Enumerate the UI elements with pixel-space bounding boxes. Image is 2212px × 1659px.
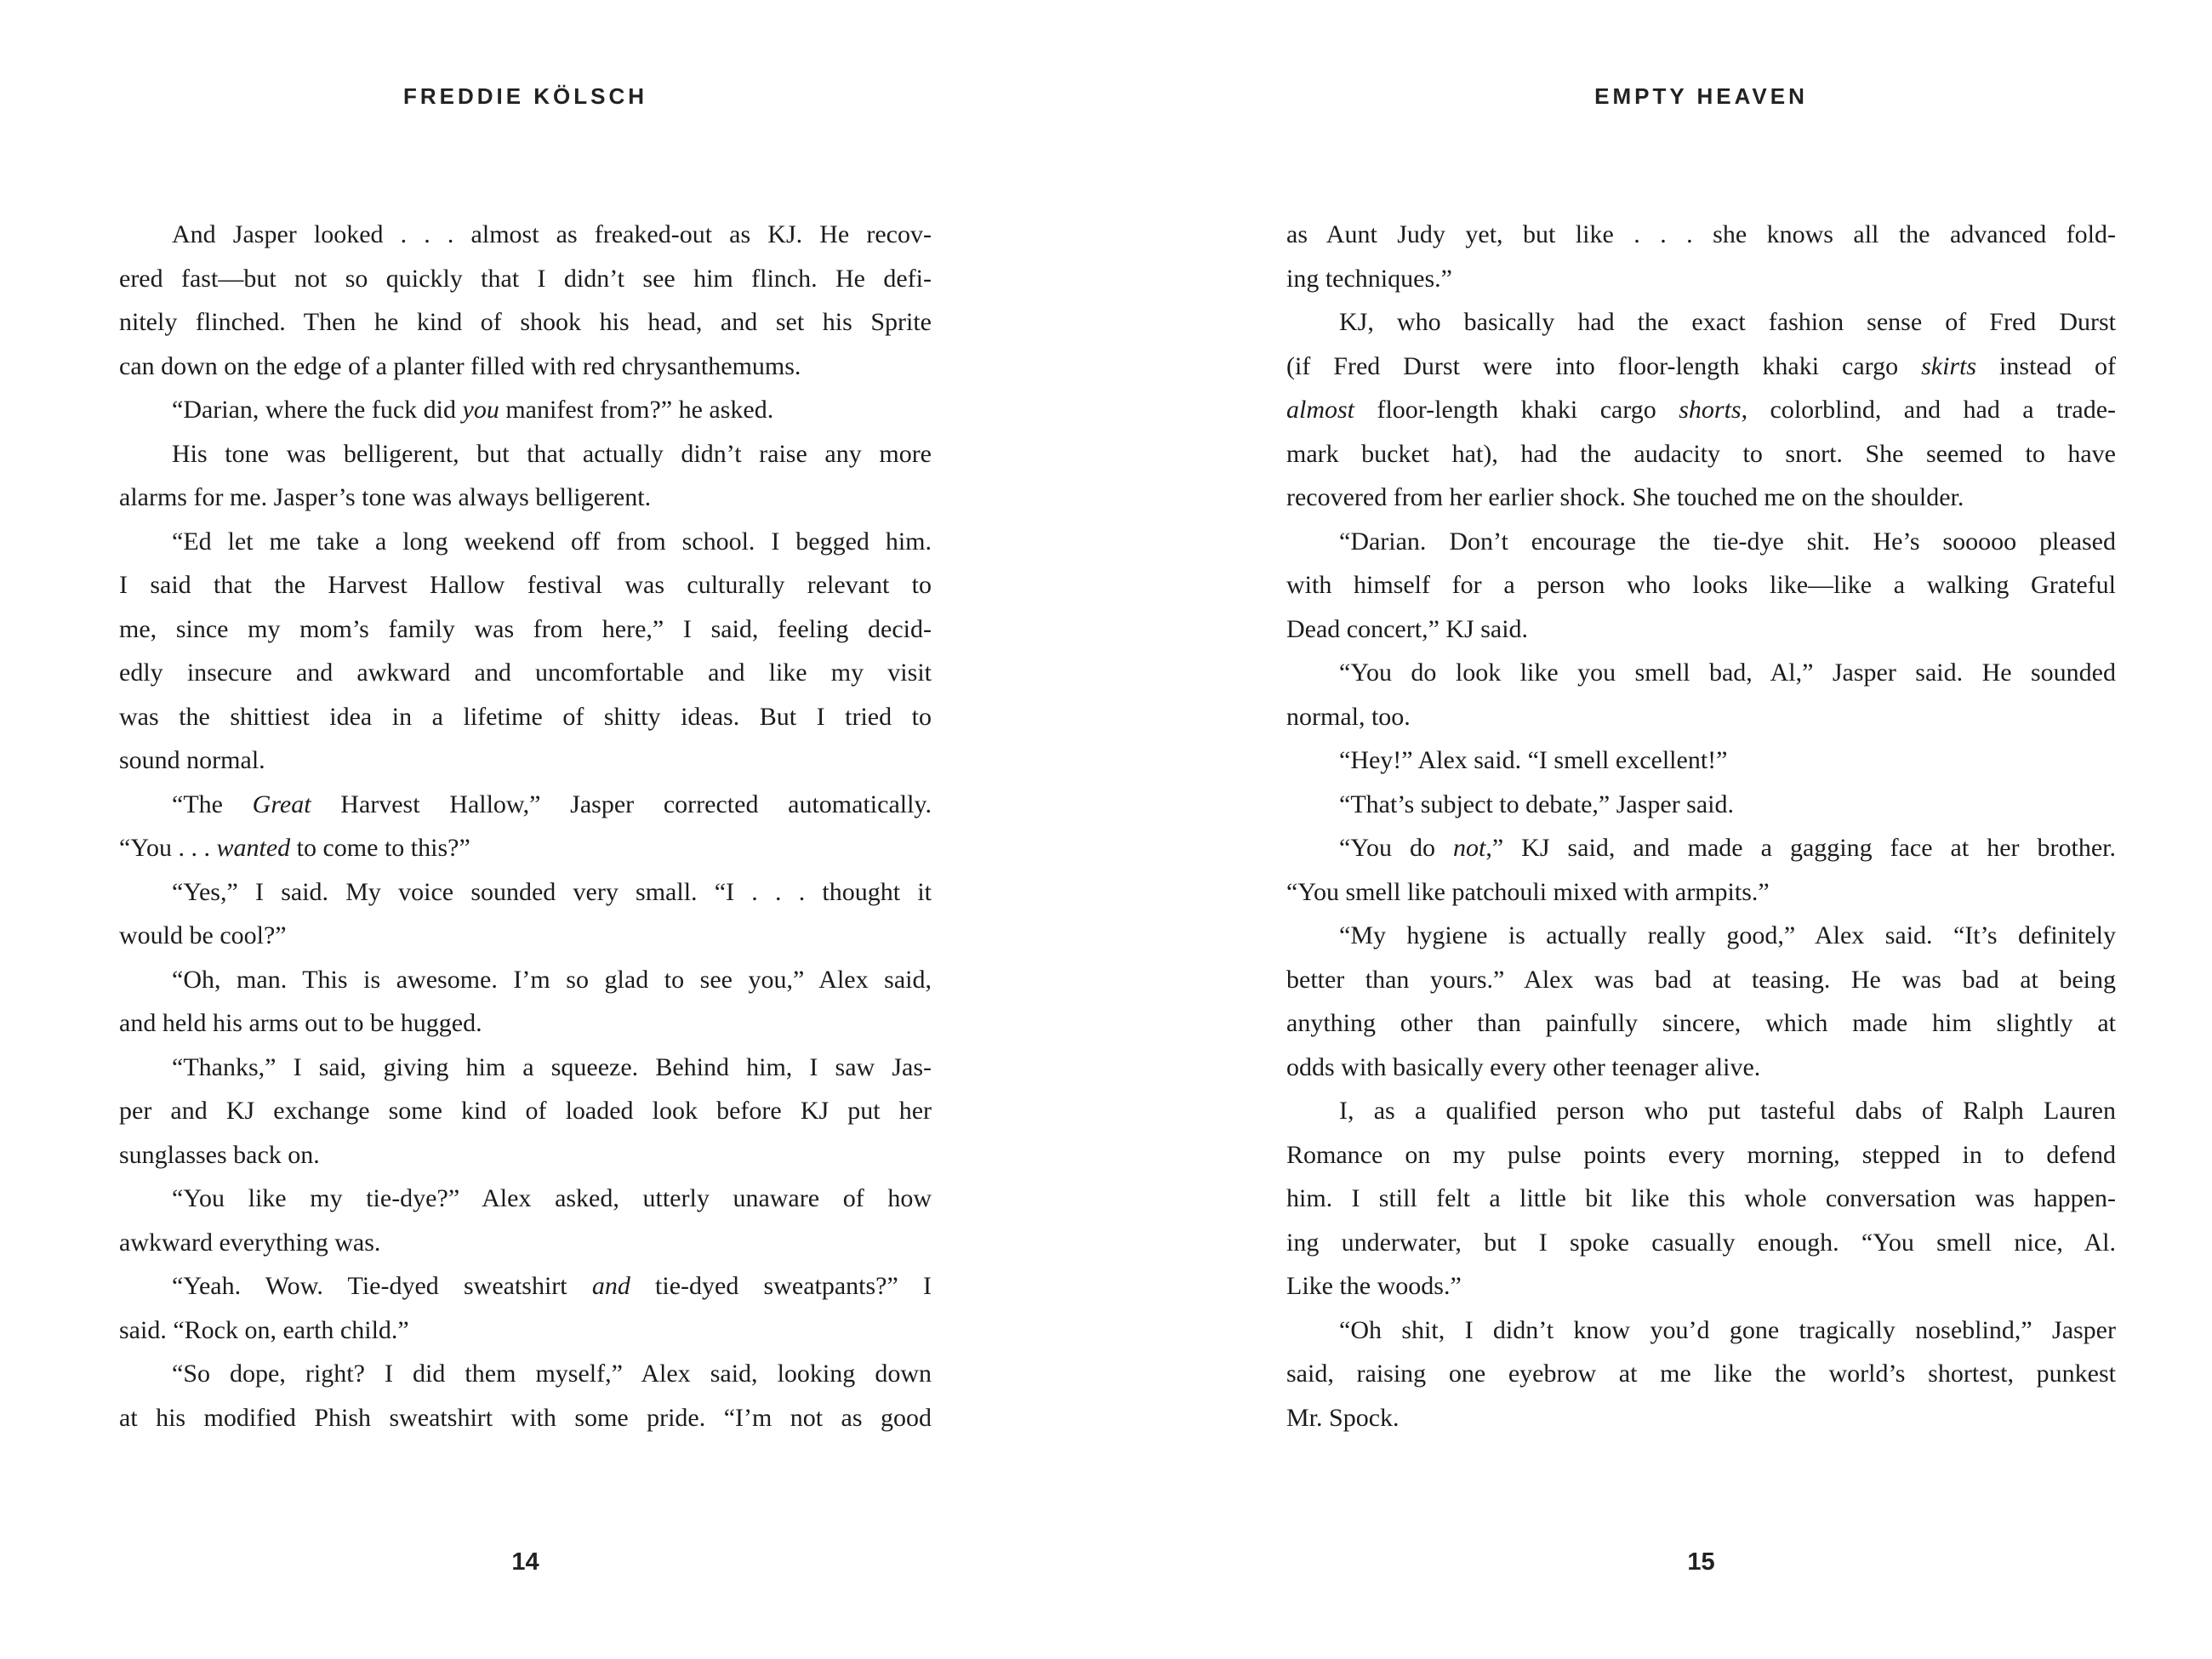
text-line: and held his arms out to be hugged.: [119, 1009, 482, 1037]
text-line: “You like my tie-dye?” Alex asked, utterly unaware of how: [172, 1184, 932, 1212]
paragraph: [1286, 1308, 2116, 1440]
text-line: KJ, who basically had the exact fashion sense of Fred Durst: [1339, 308, 2116, 336]
text-line: was the shittiest idea in a lifetime of shitty ideas. But I tried to: [119, 702, 932, 731]
text-line: with himself for a person who looks like—like a walking Grateful: [1286, 571, 2116, 599]
paragraph: [119, 432, 932, 520]
paragraph: [1286, 914, 2116, 1089]
text-line: “Oh shit, I didn’t know you’d gone tragically noseblind,” Jasper: [1339, 1315, 2116, 1344]
text-line: And Jasper looked . . . almost as freaked-out as KJ. He recov-: [172, 220, 932, 248]
paragraph: [119, 388, 932, 432]
text-line: at his modified Phish sweatshirt with some pride. “I’m not as good: [119, 1403, 932, 1432]
paragraph: [1286, 1089, 2116, 1308]
paragraph: [1286, 826, 2116, 914]
text-line: “You do not,” KJ said, and made a gagging face at her brother.: [1339, 834, 2116, 862]
text-line: me, since my mom’s family was from here,” I said, feeling decid-: [119, 614, 932, 643]
paragraph: [1286, 651, 2116, 738]
paragraph: [1286, 213, 2116, 300]
text-line: “You smell like patchouli mixed with armpits.”: [1286, 877, 1770, 906]
text-line: sunglasses back on.: [119, 1140, 320, 1169]
paragraph: [1286, 520, 2116, 652]
text-line: “The Great Harvest Hallow,” Jasper corrected automatically.: [172, 790, 932, 818]
text-line: nitely flinched. Then he kind of shook his head, and set his Sprite: [119, 308, 932, 336]
paragraph: [119, 870, 932, 958]
left-page-text-column: [119, 213, 932, 1440]
text-line: “You . . . wanted to come to this?”: [119, 834, 470, 862]
text-line: “So dope, right? I did them myself,” Alex said, looking down: [172, 1360, 932, 1388]
text-line: Dead concert,” KJ said.: [1286, 614, 1529, 643]
text-line: recovered from her earlier shock. She touched me on the shoulder.: [1286, 483, 1964, 511]
text-line: “Oh, man. This is awesome. I’m so glad to see you,” Alex said,: [172, 965, 932, 994]
paragraph: [119, 213, 932, 388]
text-line: better than yours.” Alex was bad at teasing. He was bad at being: [1286, 965, 2116, 994]
text-line: normal, too.: [1286, 702, 1411, 731]
paragraph: [1286, 738, 2116, 783]
running-header-left: FREDDIE KÖLSCH: [402, 83, 648, 109]
text-line: as Aunt Judy yet, but like . . . she knows all the advanced fold-: [1286, 220, 2116, 248]
right-page-text-column: [1286, 213, 2116, 1440]
paragraph: [119, 1352, 932, 1440]
text-line: Romance on my pulse points every morning, stepped in to defend: [1286, 1140, 2116, 1169]
text-line: anything other than painfully sincere, which made him slightly at: [1286, 1009, 2116, 1037]
running-header-right: EMPTY HEAVEN: [1594, 83, 1808, 109]
paragraph: [1286, 300, 2116, 520]
paragraph: [119, 958, 932, 1046]
page-number-left: 14: [511, 1548, 539, 1576]
paragraph: [1286, 783, 2116, 827]
text-line: “Darian, where the fuck did you manifest from?” he asked.: [172, 396, 774, 424]
text-line: I, as a qualified person who put tasteful dabs of Ralph Lauren: [1339, 1097, 2116, 1125]
text-line: said, raising one eyebrow at me like the world’s shortest, punkest: [1286, 1360, 2116, 1388]
text-line: ing underwater, but I spoke casually enough. “You smell nice, Al.: [1286, 1228, 2116, 1257]
text-line: ing techniques.”: [1286, 264, 1452, 293]
text-line: ered fast—but not so quickly that I didn’t see him flinch. He defi-: [119, 264, 932, 293]
paragraph: [119, 1177, 932, 1264]
text-line: awkward everything was.: [119, 1228, 381, 1257]
text-line: “Ed let me take a long weekend off from school. I begged him.: [172, 527, 932, 556]
text-line: “My hygiene is actually really good,” Alex said. “It’s definitely: [1339, 921, 2116, 949]
page-number-right: 15: [1687, 1548, 1715, 1576]
paragraph: [119, 1046, 932, 1177]
text-line: odds with basically every other teenager alive.: [1286, 1052, 1761, 1081]
paragraph: [119, 783, 932, 870]
text-line: “Darian. Don’t encourage the tie-dye shit. He’s sooooo pleased: [1339, 527, 2116, 556]
text-line: Mr. Spock.: [1286, 1403, 1400, 1432]
text-line: “That’s subject to debate,” Jasper said.: [1339, 790, 1735, 818]
text-line: “Thanks,” I said, giving him a squeeze. Behind him, I saw Jas-: [172, 1052, 932, 1081]
text-line: “Yes,” I said. My voice sounded very small. “I . . . thought it: [172, 877, 932, 906]
text-line: him. I still felt a little bit like this whole conversation was happen-: [1286, 1184, 2116, 1212]
text-line: I said that the Harvest Hallow festival was culturally relevant to: [119, 571, 932, 599]
text-line: sound normal.: [119, 746, 265, 774]
text-line: “Yeah. Wow. Tie-dyed sweatshirt and tie-dyed sweatpants?” I: [172, 1272, 932, 1300]
text-line: “You do look like you smell bad, Al,” Jasper said. He sounded: [1339, 658, 2116, 687]
paragraph: [119, 1264, 932, 1352]
text-line: said. “Rock on, earth child.”: [119, 1315, 409, 1344]
text-line: can down on the edge of a planter filled with red chrysanthemums.: [119, 351, 801, 380]
text-line: (if Fred Durst were into floor-length khaki cargo skirts instead of: [1286, 351, 2116, 380]
text-line: Like the woods.”: [1286, 1272, 1462, 1300]
text-line: mark bucket hat), had the audacity to snort. She seemed to have: [1286, 439, 2116, 468]
text-line: edly insecure and awkward and uncomfortable and like my visit: [119, 658, 932, 687]
text-line: would be cool?”: [119, 921, 287, 949]
paragraph: [119, 520, 932, 783]
text-line: His tone was belligerent, but that actually didn’t raise any more: [172, 439, 932, 468]
text-line: per and KJ exchange some kind of loaded look before KJ put her: [119, 1097, 932, 1125]
text-line: “Hey!” Alex said. “I smell excellent!”: [1339, 746, 1728, 774]
text-line: alarms for me. Jasper’s tone was always belligerent.: [119, 483, 652, 511]
text-line: almost floor-length khaki cargo shorts, colorblind, and had a trade-: [1286, 396, 2116, 424]
